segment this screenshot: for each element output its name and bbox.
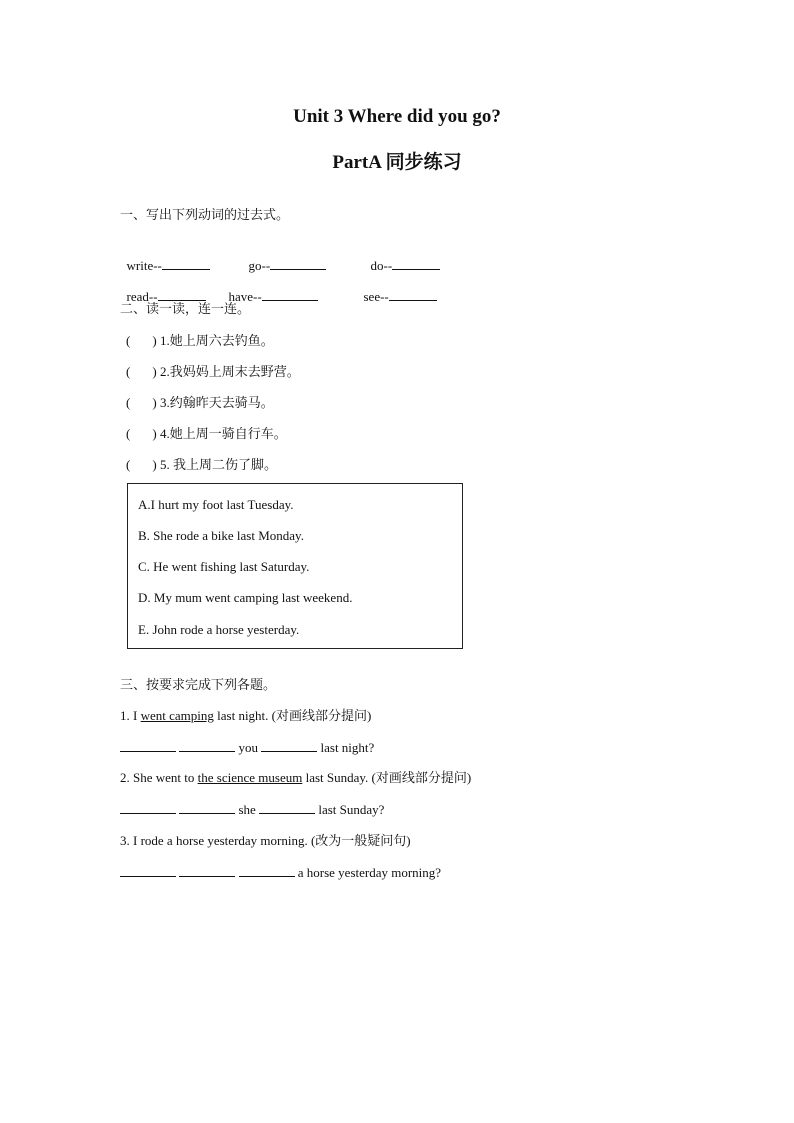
verb-see-line bbox=[357, 269, 437, 306]
answer-blank[interactable] bbox=[179, 800, 235, 814]
answer-blank[interactable] bbox=[392, 256, 440, 270]
paren-open: ( bbox=[126, 426, 131, 441]
match-item-3 bbox=[126, 394, 274, 412]
paren-close: ) bbox=[152, 395, 157, 410]
page-subtitle: PartA 同步练习 bbox=[332, 152, 462, 173]
verb-do: do-- bbox=[370, 258, 393, 273]
answer-1 bbox=[120, 738, 374, 757]
match-item-text: 3.约翰昨天去骑马。 bbox=[160, 395, 274, 410]
q1-pre: 1. I bbox=[120, 708, 141, 723]
verb-go: go-- bbox=[248, 258, 271, 273]
section3-heading: 三、按要求完成下列各题。 bbox=[120, 677, 277, 692]
answer-blank[interactable] bbox=[259, 800, 315, 814]
q2-post: last Sunday. (对画线部分提问) bbox=[302, 770, 472, 785]
paren-close: ) bbox=[152, 426, 157, 441]
answer-blank[interactable] bbox=[261, 738, 317, 752]
answer-blank[interactable] bbox=[120, 800, 176, 814]
q1-underlined: went camping bbox=[140, 708, 214, 723]
verb-read: read-- bbox=[126, 289, 158, 304]
question-2 bbox=[120, 769, 471, 787]
verb-see: see-- bbox=[363, 289, 389, 304]
answer-blank[interactable] bbox=[120, 863, 176, 877]
section1-heading: 一、写出下列动词的过去式。 bbox=[120, 207, 290, 222]
paren-open: ( bbox=[126, 395, 131, 410]
answer-blank[interactable] bbox=[162, 256, 210, 270]
paren-close: ) bbox=[152, 457, 157, 472]
paren-open: ( bbox=[126, 333, 131, 348]
a3-word-1: a horse yesterday morning? bbox=[294, 865, 442, 880]
answer-paren[interactable] bbox=[126, 425, 160, 443]
option-c: C. He went fishing last Saturday. bbox=[138, 559, 310, 574]
options-box bbox=[127, 483, 463, 649]
paren-open: ( bbox=[126, 364, 131, 379]
paren-open: ( bbox=[126, 457, 131, 472]
answer-blank[interactable] bbox=[270, 256, 326, 270]
answer-2 bbox=[120, 800, 384, 819]
question-3: 3. I rode a horse yesterday morning. (改为一般疑问句) bbox=[120, 833, 411, 848]
match-item-text: 5. 我上周二伤了脚。 bbox=[160, 457, 278, 472]
a1-word-1: you bbox=[235, 740, 262, 755]
q1-post: last night. (对画线部分提问) bbox=[213, 708, 372, 723]
verb-write: write-- bbox=[126, 258, 162, 273]
match-item-2 bbox=[126, 363, 300, 381]
option-a: A.I hurt my foot last Tuesday. bbox=[138, 497, 294, 512]
answer-blank[interactable] bbox=[179, 738, 235, 752]
match-item-5 bbox=[126, 456, 277, 474]
answer-paren[interactable] bbox=[126, 394, 160, 412]
match-item-text: 2.我妈妈上周末去野营。 bbox=[160, 364, 300, 379]
section2-heading: 二、读一读，连一连。 bbox=[120, 301, 251, 316]
q2-underlined: the science museum bbox=[197, 770, 303, 785]
answer-paren[interactable] bbox=[126, 363, 160, 381]
option-d: D. My mum went camping last weekend. bbox=[138, 590, 353, 605]
answer-blank[interactable] bbox=[389, 287, 437, 301]
answer-blank[interactable] bbox=[179, 863, 235, 877]
match-item-text: 4.她上周一骑自行车。 bbox=[160, 426, 287, 441]
a1-word-2: last night? bbox=[317, 740, 375, 755]
option-e: E. John rode a horse yesterday. bbox=[138, 622, 300, 637]
match-item-text: 1.她上周六去钓鱼。 bbox=[160, 333, 274, 348]
page-title: Unit 3 Where did you go? bbox=[293, 106, 501, 127]
option-b: B. She rode a bike last Monday. bbox=[138, 528, 304, 543]
answer-paren[interactable] bbox=[126, 332, 160, 350]
answer-3 bbox=[120, 863, 441, 882]
q2-pre: 2. She went to bbox=[120, 770, 198, 785]
answer-blank[interactable] bbox=[262, 287, 318, 301]
match-item-4 bbox=[126, 425, 287, 443]
question-1 bbox=[120, 707, 371, 725]
answer-paren[interactable] bbox=[126, 456, 160, 474]
paren-close: ) bbox=[152, 333, 157, 348]
paren-close: ) bbox=[152, 364, 157, 379]
a2-word-1: she bbox=[235, 802, 260, 817]
a2-word-2: last Sunday? bbox=[315, 802, 385, 817]
match-item-1 bbox=[126, 332, 274, 350]
answer-blank[interactable] bbox=[239, 863, 295, 877]
answer-blank[interactable] bbox=[158, 287, 206, 301]
verb-have: have-- bbox=[228, 289, 262, 304]
answer-blank[interactable] bbox=[120, 738, 176, 752]
